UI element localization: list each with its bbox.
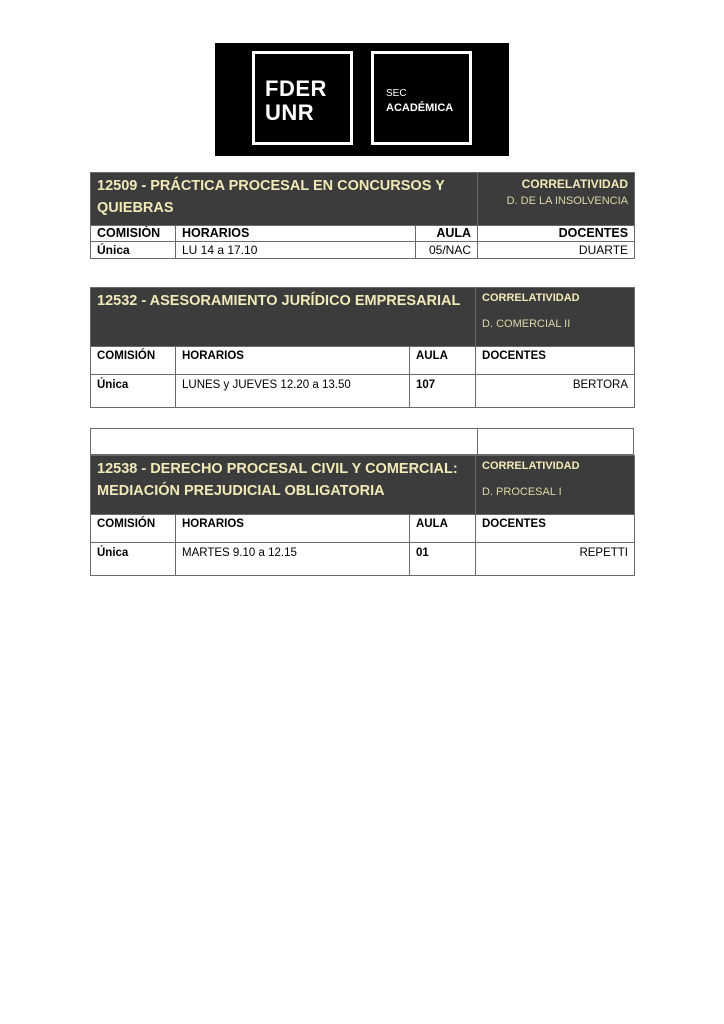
col-aula: AULA [410, 347, 476, 375]
logo-sec-box [371, 51, 472, 145]
col-docentes: DOCENTES [478, 226, 635, 242]
correlatividad-value: D. COMERCIAL II [482, 318, 571, 330]
logo-sec-text: SEC [386, 88, 407, 99]
table-row [91, 242, 635, 259]
correlatividad-label: CORRELATIVIDAD [482, 292, 580, 304]
aula-value: 107 [410, 375, 476, 408]
blank-cell [90, 428, 478, 455]
col-comision: COMISIÓN [91, 347, 176, 375]
col-horarios: HORARIOS [176, 515, 410, 543]
logo-fder-box [252, 51, 353, 145]
comision-value: Única [91, 543, 176, 576]
course-table-12538 [90, 455, 635, 576]
correlatividad-cell [476, 288, 635, 347]
blank-row [90, 428, 634, 455]
aula-value: 01 [410, 543, 476, 576]
course-title: 12532 - ASESORAMIENTO JURÍDICO EMPRESARIAL [91, 288, 476, 347]
horarios-value: LU 14 a 17.10 [176, 242, 416, 259]
col-comision: COMISIÓN [91, 226, 176, 242]
comision-value: Única [91, 242, 176, 259]
comision-value: Única [91, 375, 176, 408]
correlatividad-label: CORRELATIVIDAD [521, 177, 629, 191]
logo-academica-text: ACADÉMICA [386, 102, 454, 114]
correlatividad-cell [478, 173, 635, 226]
correlatividad-value: D. DE LA INSOLVENCIA [506, 195, 629, 207]
correlatividad-cell [476, 456, 635, 515]
col-docentes: DOCENTES [476, 515, 635, 543]
fder-unr-logo [215, 43, 509, 156]
logo-fder-text: FDER [265, 76, 327, 101]
table-row [91, 543, 635, 576]
docentes-value: DUARTE [478, 242, 635, 259]
col-horarios: HORARIOS [176, 226, 416, 242]
course-title: 12538 - DERECHO PROCESAL CIVIL Y COMERCIAL: MEDIACIÓN PREJUDICIAL OBLIGATORIA [91, 456, 476, 515]
correlatividad-value: D. PROCESAL I [482, 486, 562, 498]
horarios-value: MARTES 9.10 a 12.15 [176, 543, 410, 576]
course-table-12509 [90, 172, 635, 259]
col-aula: AULA [416, 226, 478, 242]
aula-value: 05/NAC [416, 242, 478, 259]
course-table-12532 [90, 287, 635, 408]
col-aula: AULA [410, 515, 476, 543]
course-title: 12509 - PRÁCTICA PROCESAL EN CONCURSOS Y QUIEBRAS [91, 173, 478, 226]
col-horarios: HORARIOS [176, 347, 410, 375]
table-row [91, 375, 635, 408]
blank-cell [477, 428, 634, 455]
logo-unr-text: UNR [265, 100, 315, 125]
col-docentes: DOCENTES [476, 347, 635, 375]
horarios-value: LUNES y JUEVES 12.20 a 13.50 [176, 375, 410, 408]
docentes-value: BERTORA [476, 375, 635, 408]
docentes-value: REPETTI [476, 543, 635, 576]
correlatividad-label: CORRELATIVIDAD [482, 460, 580, 472]
col-comision: COMISIÓN [91, 515, 176, 543]
